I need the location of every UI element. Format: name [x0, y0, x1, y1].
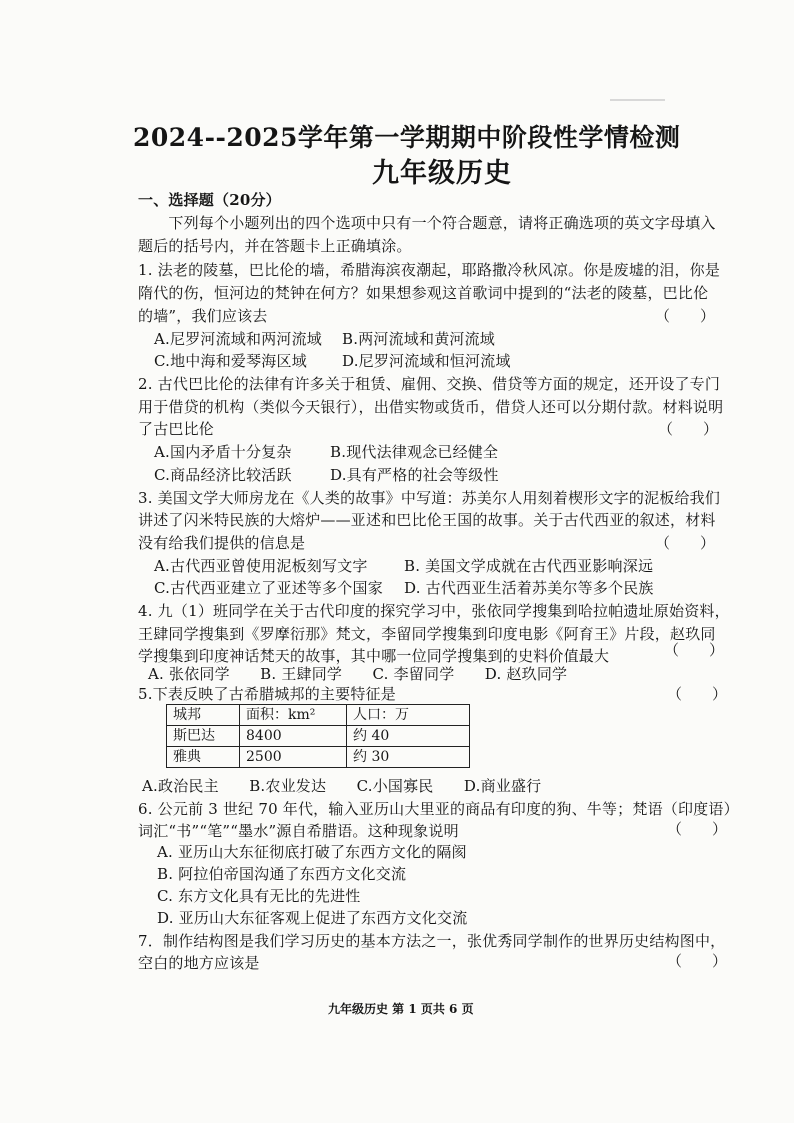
table-header-cell: 城邦	[167, 705, 240, 726]
q4-answer-bracket: （ ）	[664, 641, 725, 659]
q5-answer-bracket: （ ）	[667, 685, 728, 703]
table-cell: 约 30	[347, 747, 470, 768]
q6-option-c: C. 东方文化具有无比的先进性	[157, 887, 361, 905]
q1-option-b: B.两河流域和黄河流域	[342, 330, 495, 348]
scan-mark	[610, 99, 665, 101]
q5-options: A.政治民主 B.农业发达 C.小国寡民 D.商业盛行	[142, 777, 542, 795]
table-cell: 斯巴达	[167, 726, 240, 747]
q2-line-3: 了古巴比伦	[138, 420, 215, 438]
q4-line-2: 王肆同学搜集到《罗摩衍那》梵文，李留同学搜集到印度电影《阿育王》片段，赵玖同	[138, 625, 716, 643]
table-row	[167, 747, 470, 768]
q6-option-b: B. 阿拉伯帝国沟通了东西方文化交流	[157, 865, 407, 883]
q6-option-a: A. 亚历山大东征彻底打破了东西方文化的隔阂	[157, 843, 467, 861]
q2-line-2: 用于借贷的机构（类似今天银行），出借实物或货币，借贷人还可以分期付款。材料说明	[138, 398, 724, 416]
table-cell: 雅典	[167, 747, 240, 768]
instruction-line-1: 下列每个小题列出的四个选项中只有一个符合题意，请将正确选项的英文字母填入	[138, 214, 716, 232]
q1-line-2: 隋代的伤，恒河边的梵钟在何方？如果想参观这首歌词中提到的“法老的陵墓，巴比伦	[138, 284, 709, 302]
q4-line-1: 4. 九（1）班同学在关于古代印度的探究学习中，张依同学搜集到哈拉帕遗址原始资料，	[138, 602, 730, 620]
q4-line-3: 学搜集到印度神话梵天的故事，其中哪一位同学搜集到的史料价值最大	[138, 647, 610, 665]
q2-option-a: A.国内矛盾十分复杂	[154, 443, 292, 461]
q1-line-3: 的墙”，我们应该去	[138, 307, 268, 325]
q6-answer-bracket: （ ）	[667, 820, 728, 838]
q2-option-d: D.具有严格的社会等级性	[330, 466, 499, 484]
q1-option-d: D.尼罗河流域和恒河流域	[342, 352, 511, 370]
q2-line-1: 2. 古代巴比伦的法律有许多关于租赁、雇佣、交换、借贷等方面的规定，还开设了专门	[138, 375, 721, 393]
q2-answer-bracket: （ ）	[658, 420, 719, 438]
q7-line-2: 空白的地方应该是	[138, 954, 260, 972]
q4-options: A. 张依同学 B. 王肆同学 C. 李留同学 D. 赵玖同学	[148, 665, 568, 683]
table-header-cell: 人口：万	[347, 705, 470, 726]
q5-line-1: 5.下表反映了古希腊城邦的主要特征是	[138, 685, 396, 703]
q1-option-c: C.地中海和爱琴海区域	[154, 352, 307, 370]
table-cell: 8400	[240, 726, 347, 747]
q2-option-c: C.商品经济比较活跃	[154, 466, 292, 484]
q3-line-2: 讲述了闪米特民族的大熔炉——亚述和巴比伦王国的故事。关于古代西亚的叙述，材料	[138, 511, 716, 529]
q3-option-a: A.古代西亚曾使用泥板刻写文字	[154, 557, 368, 575]
city-state-table	[166, 704, 470, 768]
q3-line-1: 3. 美国文学大师房龙在《人类的故事》中写道：苏美尔人用刻着楔形文字的泥板给我们	[138, 489, 721, 507]
q3-answer-bracket: （ ）	[655, 534, 716, 552]
page-footer: 九年级历史 第 1 页共 6 页	[328, 1002, 474, 1016]
table-cell: 约 40	[347, 726, 470, 747]
table-header-cell: 面积：km²	[240, 705, 347, 726]
q3-line-3: 没有给我们提供的信息是	[138, 534, 306, 552]
q1-answer-bracket: （ ）	[655, 307, 716, 325]
q3-option-b: B. 美国文学成就在古代西亚影响深远	[404, 557, 654, 575]
q3-option-c: C.古代西亚建立了亚述等多个国家	[154, 579, 383, 597]
exam-title: 2024--2025学年第一学期期中阶段性学情检测	[133, 123, 681, 152]
q1-line-1: 1. 法老的陵墓，巴比伦的墙，希腊海滨夜潮起，耶路撒冷秋风凉。你是废墟的泪，你是	[138, 261, 721, 279]
q3-option-d: D. 古代西亚生活着苏美尔等多个民族	[404, 579, 654, 597]
q1-option-a: A.尼罗河流域和两河流域	[154, 330, 323, 348]
section-heading: 一、选择题（20分）	[138, 191, 281, 209]
exam-subtitle: 九年级历史	[372, 158, 512, 189]
q6-line-2: 词汇“书”“笔”“墨水”源自希腊语。这种现象说明	[138, 822, 459, 840]
q2-option-b: B.现代法律观念已经健全	[330, 443, 499, 461]
table-row	[167, 726, 470, 747]
q7-answer-bracket: （ ）	[667, 952, 728, 970]
q6-option-d: D. 亚历山大东征客观上促进了东西方文化交流	[157, 909, 468, 927]
q6-line-1: 6. 公元前 3 世纪 70 年代，输入亚历山大里亚的商品有印度的狗、牛等；梵语（印度语）	[138, 800, 739, 818]
table-cell: 2500	[240, 747, 347, 768]
instruction-line-2: 题后的括号内，并在答题卡上正确填涂。	[138, 237, 412, 255]
q7-line-1: 7．制作结构图是我们学习历史的基本方法之一，张优秀同学制作的世界历史结构图中，	[138, 932, 726, 950]
table-header-row	[167, 705, 470, 726]
